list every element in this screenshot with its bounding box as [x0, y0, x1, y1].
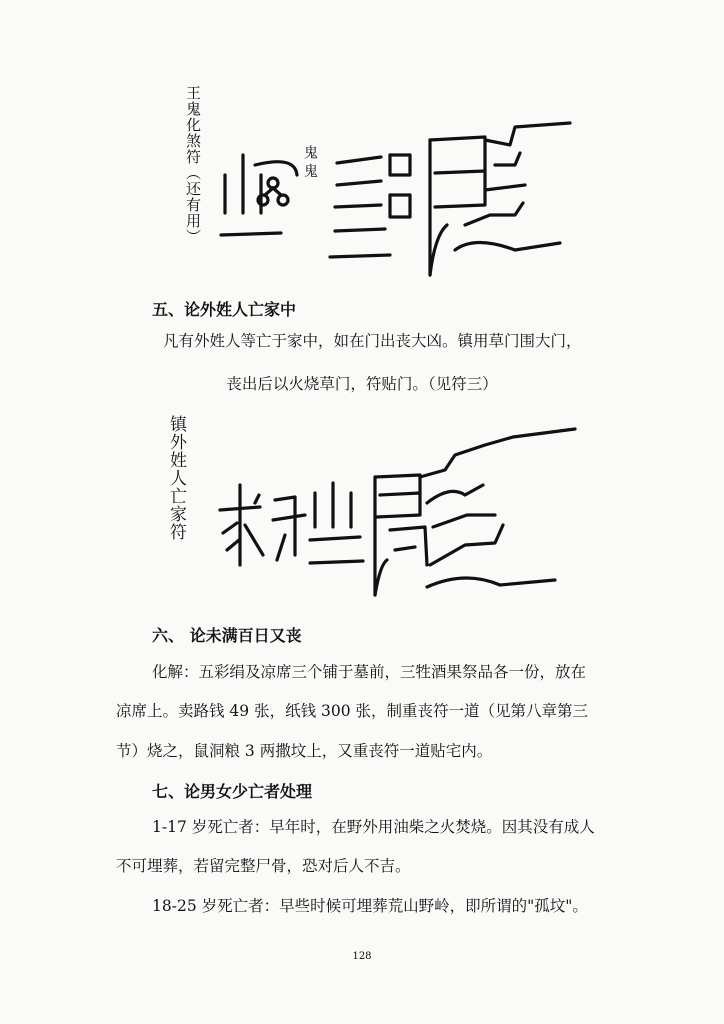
- talisman-1-caption: 王鬼化煞符（还有用）: [184, 85, 202, 245]
- section-7-line-3: 18-25 岁死亡者：早些时候可埋葬荒山野岭，即所谓的"孤坟"。: [152, 897, 588, 915]
- talisman-figure-2: [165, 415, 585, 615]
- section-5-line-2: 丧出后以火烧草门，符贴门。（见符三）: [226, 375, 498, 393]
- section-7-line-2: 不可埋葬，若留完整尸骨，恐对后人不吉。: [116, 857, 411, 875]
- talisman-figure-1: [185, 85, 585, 285]
- talisman-2-caption: 镇外姓人亡家符: [166, 415, 186, 541]
- section-6-line-1: 化解：五彩绢及凉席三个铺于墓前，三牲酒果祭品各一份，放在: [152, 663, 587, 681]
- section-6-line-2: 凉席上。卖路钱 49 张，纸钱 300 张，制重丧符一道（见第八章第三: [116, 702, 589, 720]
- page-number: 128: [352, 951, 372, 962]
- section-7-heading: 七、论男女少亡者处理: [152, 782, 313, 801]
- section-6-line-3: 节）烧之，鼠洞粮 3 两撒坟上，又重丧符一道贴宅内。: [116, 742, 493, 760]
- section-7-line-1: 1-17 岁死亡者：早年时，在野外用油柴之火焚烧。因其没有成人: [152, 818, 595, 836]
- section-5-line-1: 凡有外姓人等亡于家中，如在门出丧大凶。镇用草门围大门，: [163, 332, 582, 350]
- section-6-heading: 六、 论未满百日又丧: [152, 626, 302, 645]
- talisman-1-glyph: [185, 85, 585, 285]
- section-5-heading: 五、论外姓人亡家中: [152, 300, 297, 319]
- talisman-1-small-glyphs: 鬼 鬼: [302, 145, 318, 178]
- talisman-2-glyph: [165, 415, 585, 615]
